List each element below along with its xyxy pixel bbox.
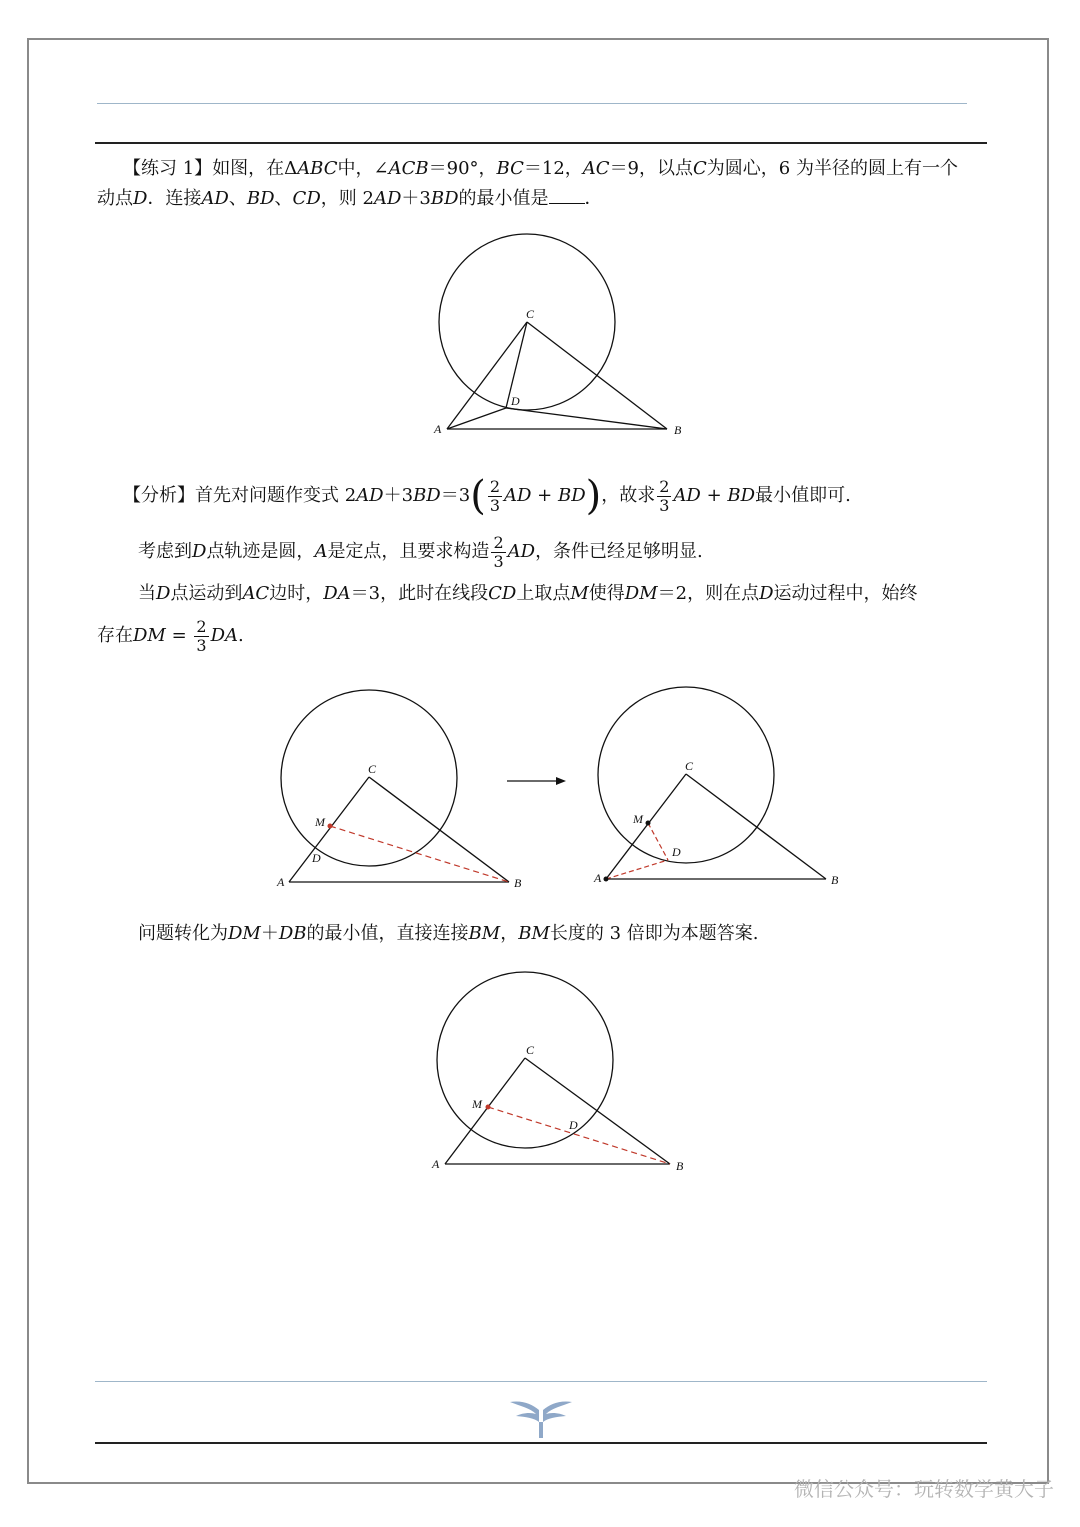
- watermark: 微信公众号：玩转数学黄大子: [794, 1477, 1054, 1501]
- analysis-line-5: 问题转化为DM＋DB的最小值，直接连接BM，BM长度的 3 倍即为本题答案.: [138, 923, 759, 944]
- segment-ac-final: [445, 1058, 525, 1164]
- label-a-right: A: [594, 871, 602, 885]
- fraction-two-thirds: $\frac{2}{3}$: [659, 476, 670, 515]
- label-b-final: B: [676, 1159, 684, 1173]
- label-a: A: [434, 422, 442, 436]
- segment-mb-final: [488, 1107, 670, 1164]
- segment-cb-final: [525, 1058, 670, 1164]
- footer-rule: [95, 1381, 987, 1382]
- circle-c-final: [437, 972, 613, 1148]
- label-b-left: B: [514, 876, 522, 890]
- left-paren: (: [470, 473, 486, 519]
- fraction-two-thirds: $\frac{2}{3}$: [196, 616, 207, 655]
- label-c-left: C: [368, 762, 377, 776]
- problem-line-1: 【练习 1】如图，在ΔABC中，∠ACB＝90°，BC＝12，AC＝9，以点C为圆心，6 为半径的圆上有一个: [123, 158, 958, 179]
- label-c-final: C: [526, 1043, 535, 1057]
- label-d-left: D: [312, 851, 321, 865]
- right-paren: ): [585, 473, 602, 519]
- analysis-line-1: 【分析】首先对问题作变式 2AD＋3BD＝3( $\frac{2}{3}$ AD + BD)，故求 $\frac{2}{3}$ AD + BD最小值即可.: [123, 473, 851, 519]
- problem-line-2: 动点D．连接AD、BD、CD，则 2AD＋3BD的最小值是 ．: [97, 185, 603, 213]
- label-b-right: B: [831, 873, 839, 887]
- label-b: B: [674, 423, 682, 437]
- label-d: D: [511, 394, 520, 408]
- analysis-line-3: 当D点运动到AC边时，DA＝3，此时在线段CD上取点M使得DM＝2，则在点D运动过程中，始终: [138, 583, 918, 604]
- label-c: C: [526, 307, 535, 321]
- point-m-final: [486, 1105, 491, 1110]
- label-d-final: D: [569, 1118, 578, 1132]
- analysis-line-2: 考虑到D点轨迹是圆，A是定点，且要求构造 $\frac{2}{3}$ AD，条件已经足够明显.: [138, 532, 703, 571]
- label-m-right: M: [633, 812, 643, 826]
- fraction-two-thirds: $\frac{2}{3}$: [493, 532, 504, 571]
- analysis-line-4: 存在DM = $\frac{2}{3}$ DA.: [97, 616, 244, 655]
- label-a-left: A: [277, 875, 285, 889]
- label-m-left: M: [315, 815, 325, 829]
- label-a-final: A: [432, 1157, 440, 1171]
- fraction-two-thirds: $\frac{2}{3}$: [489, 476, 500, 515]
- logo-icon: [508, 1398, 574, 1440]
- label-c-right: C: [685, 759, 694, 773]
- label-m-final: M: [472, 1097, 482, 1111]
- label-d-right: D: [672, 845, 681, 859]
- footer-divider: [95, 1442, 987, 1444]
